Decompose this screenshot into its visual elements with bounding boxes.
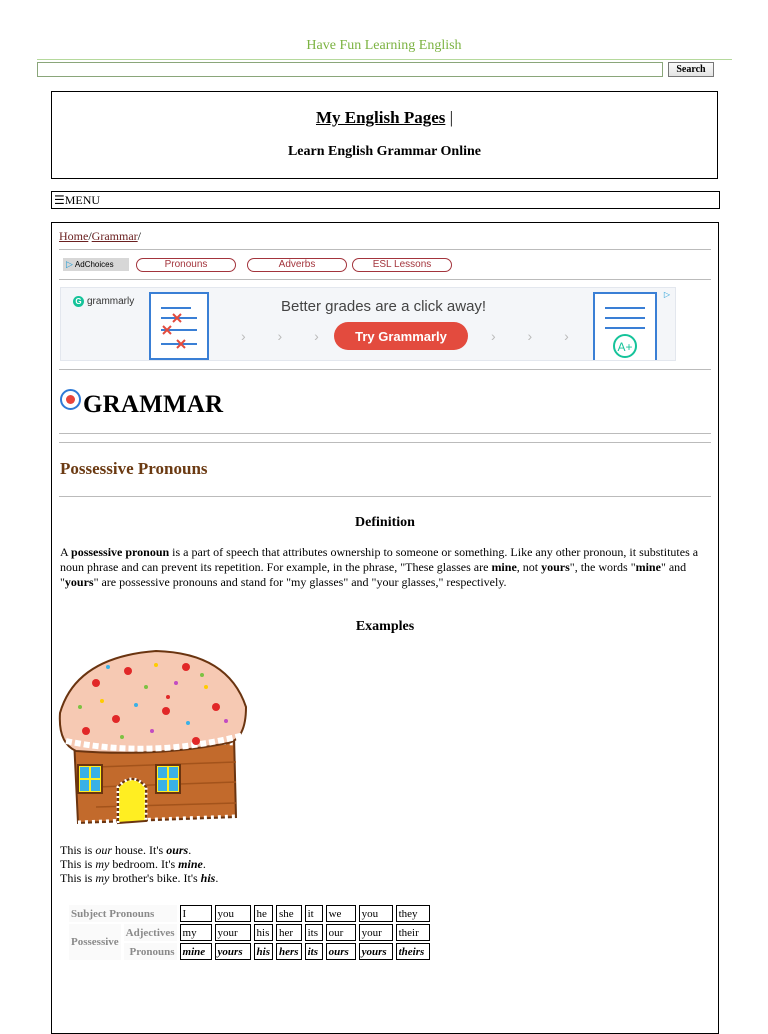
try-grammarly-button[interactable]: Try Grammarly bbox=[334, 322, 468, 350]
breadcrumb-sep: / bbox=[137, 229, 141, 243]
adchoices-icon: ▷ bbox=[66, 259, 73, 269]
ad-link-pronouns[interactable]: Pronouns bbox=[136, 258, 236, 272]
subject-pronouns-label: Subject Pronouns bbox=[69, 905, 177, 922]
adchoices-badge[interactable] bbox=[63, 258, 129, 271]
ad-link-esl-lessons[interactable]: ESL Lessons bbox=[352, 258, 452, 272]
table-cell: you bbox=[215, 905, 251, 922]
divider bbox=[59, 369, 711, 370]
term-bold: mine bbox=[491, 560, 517, 574]
divider bbox=[59, 433, 711, 434]
definition-paragraph: A possessive pronoun is a part of speech that attributes ownership to someone or something. Like any other pronoun, it substitutes a noun phrase and can prevent its repetition. For example, in the phrase, "These glasses are mine, not yours", the words "mine" and "yours" are possessive pronouns and stand for "my glasses" and "your glasses," respectively. bbox=[60, 545, 699, 589]
table-cell: they bbox=[396, 905, 430, 922]
main-content bbox=[51, 222, 719, 1034]
svg-text:A+: A+ bbox=[617, 340, 633, 354]
ad-links-bar bbox=[63, 257, 713, 273]
search-button[interactable]: Search bbox=[668, 62, 714, 77]
brand-link[interactable]: My English Pages bbox=[315, 108, 446, 127]
table-cell: he bbox=[254, 905, 273, 922]
divider bbox=[59, 496, 711, 497]
term-bold: mine bbox=[635, 560, 661, 574]
examples-heading: Examples bbox=[355, 619, 415, 634]
grammarly-ad-banner[interactable] bbox=[60, 287, 676, 361]
arrow-icons: › › › bbox=[491, 328, 583, 344]
table-cell: our bbox=[326, 924, 356, 941]
breadcrumb-home[interactable]: Home bbox=[59, 229, 89, 243]
ad-link-adverbs[interactable]: Adverbs bbox=[247, 258, 347, 272]
term-bold: yours bbox=[64, 575, 94, 589]
grammar-logo-icon bbox=[60, 389, 81, 410]
menu-toggle[interactable]: ☰MENU bbox=[51, 191, 720, 209]
table-cell: theirs bbox=[396, 943, 430, 960]
breadcrumb bbox=[59, 229, 141, 244]
table-cell: I bbox=[180, 905, 212, 922]
table-row bbox=[69, 905, 430, 922]
grammarly-icon: G bbox=[73, 296, 84, 307]
pronouns-label: Pronouns bbox=[124, 943, 177, 960]
gingerbread-house-image bbox=[56, 647, 252, 847]
brand-line bbox=[52, 108, 717, 128]
adjectives-label: Adjectives bbox=[124, 924, 177, 941]
table-cell: his bbox=[254, 924, 273, 941]
term-bold: yours bbox=[541, 560, 570, 574]
table-row bbox=[69, 924, 430, 941]
banner-headline: Better grades are a click away! bbox=[281, 298, 487, 315]
breadcrumb-sep: / bbox=[88, 229, 92, 243]
table-cell: its bbox=[305, 943, 323, 960]
table-cell: you bbox=[359, 905, 393, 922]
table-cell: ours bbox=[326, 943, 356, 960]
table-cell: mine bbox=[180, 943, 212, 960]
table-cell: she bbox=[276, 905, 302, 922]
document-icon bbox=[149, 292, 209, 360]
search-input[interactable] bbox=[37, 62, 663, 77]
table-cell: their bbox=[396, 924, 430, 941]
page-heading bbox=[60, 389, 223, 419]
brand-separator: | bbox=[449, 108, 454, 127]
document-icon bbox=[593, 292, 657, 361]
table-cell: his bbox=[254, 943, 273, 960]
divider bbox=[59, 279, 711, 280]
term-bold: possessive pronoun bbox=[71, 545, 170, 559]
example-sentence: This is my brother's bike. It's his. bbox=[60, 871, 219, 885]
table-cell: it bbox=[305, 905, 323, 922]
site-tagline: Learn English Grammar Online bbox=[287, 144, 482, 159]
table-cell: we bbox=[326, 905, 356, 922]
table-row bbox=[69, 943, 430, 960]
ad-info-icon[interactable]: ▷ bbox=[663, 290, 671, 299]
arrow-icons: › › › bbox=[241, 328, 333, 344]
table-cell: her bbox=[276, 924, 302, 941]
table-cell: my bbox=[180, 924, 212, 941]
possessive-label: Possessive bbox=[69, 924, 121, 960]
pronoun-table bbox=[66, 903, 433, 962]
site-header bbox=[51, 91, 718, 179]
table-cell: hers bbox=[276, 943, 302, 960]
divider bbox=[59, 249, 711, 250]
page-heading-text: GRAMMAR bbox=[83, 391, 224, 418]
table-cell: its bbox=[305, 924, 323, 941]
table-cell: yours bbox=[215, 943, 251, 960]
divider bbox=[59, 442, 711, 443]
site-title[interactable]: Have Fun Learning English bbox=[306, 38, 462, 53]
section-title: Possessive Pronouns bbox=[60, 459, 208, 478]
table-cell: your bbox=[359, 924, 393, 941]
table-cell: yours bbox=[359, 943, 393, 960]
breadcrumb-grammar[interactable]: Grammar bbox=[91, 229, 138, 243]
adchoices-label: AdChoices bbox=[74, 260, 114, 269]
grammarly-logo bbox=[73, 296, 134, 307]
table-cell: your bbox=[215, 924, 251, 941]
grammarly-brand: grammarly bbox=[87, 296, 135, 308]
definition-heading: Definition bbox=[355, 515, 415, 530]
example-sentences bbox=[60, 843, 218, 885]
example-sentence: This is our house. It's ours. bbox=[60, 843, 192, 857]
example-sentence: This is my bedroom. It's mine. bbox=[60, 857, 206, 871]
